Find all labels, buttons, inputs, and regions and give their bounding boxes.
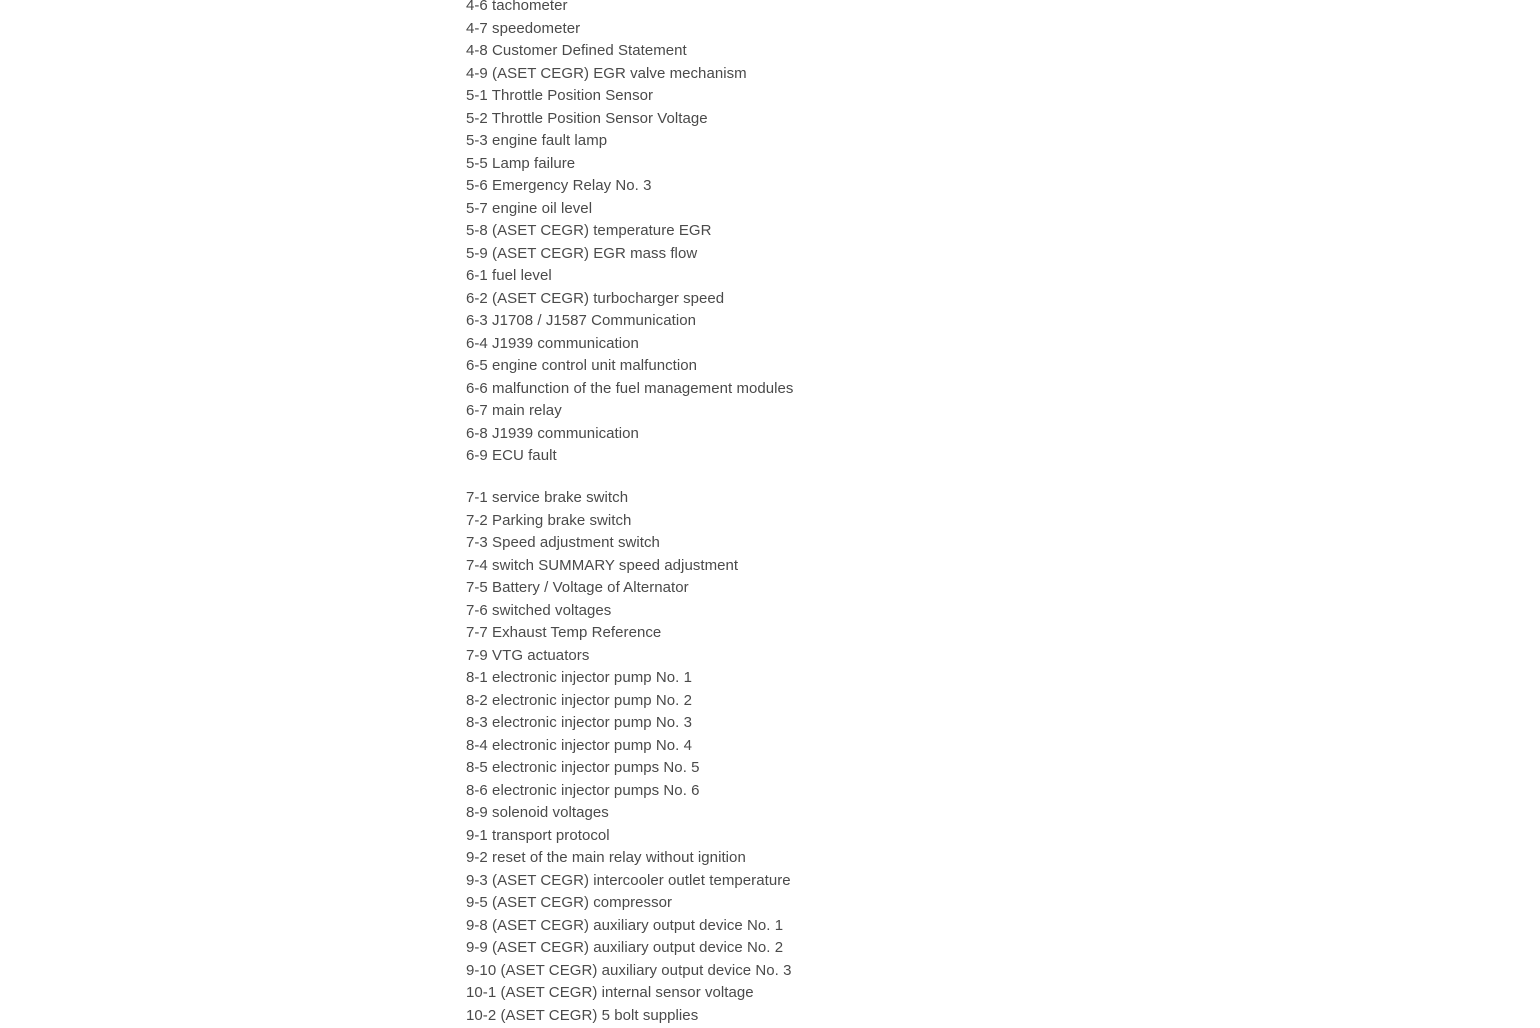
fault-code-line: 4-9 (ASET CEGR) EGR valve mechanism bbox=[466, 64, 747, 82]
fault-code-line: 5-5 Lamp failure bbox=[466, 154, 576, 172]
fault-code-line: 6-3 J1708 / J1587 Communication bbox=[466, 312, 697, 329]
fault-code-line: 10-1 (ASET CEGR) internal sensor voltage bbox=[466, 984, 754, 1001]
fault-code-line: 7-1 service brake switch bbox=[466, 489, 629, 506]
fault-code-line: 5-6 Emergency Relay No. 3 bbox=[466, 177, 652, 194]
fault-code-line: 5-9 (ASET CEGR) EGR mass flow bbox=[466, 244, 698, 262]
fault-code-block-2 bbox=[466, 487, 1066, 1027]
fault-code-line: 9-9 (ASET CEGR) auxiliary output device No. 2 bbox=[466, 939, 784, 956]
fault-code-line: 7-6 switched voltages bbox=[466, 601, 612, 619]
fault-code-line: 5-1 Throttle Position Sensor bbox=[466, 87, 654, 104]
fault-code-line: 8-2 electronic injector pump No. 2 bbox=[466, 691, 692, 709]
fault-code-line: 6-9 ECU fault bbox=[466, 447, 557, 464]
fault-code-line: 7-2 Parking brake switch bbox=[466, 511, 632, 529]
fault-code-line: 9-3 (ASET CEGR) intercooler outlet temperature bbox=[466, 871, 791, 889]
fault-code-line: 10-2 (ASET CEGR) 5 bolt supplies bbox=[466, 1006, 699, 1024]
fault-code-line: 7-7 Exhaust Temp Reference bbox=[466, 624, 662, 641]
fault-code-line: 6-7 main relay bbox=[466, 402, 562, 419]
fault-code-line: 4-6 tachometer bbox=[466, 0, 568, 14]
fault-code-line: 4-7 speedometer bbox=[466, 19, 581, 37]
fault-code-line: 4-8 Customer Defined Statement bbox=[466, 42, 687, 59]
fault-code-line: 5-8 (ASET CEGR) temperature EGR bbox=[466, 222, 712, 239]
fault-code-line: 8-5 electronic injector pumps No. 5 bbox=[466, 759, 700, 776]
fault-code-line: 8-3 electronic injector pump No. 3 bbox=[466, 714, 692, 731]
fault-code-line: 5-7 engine oil level bbox=[466, 199, 593, 217]
fault-code-line: 6-6 malfunction of the fuel management modules bbox=[466, 379, 794, 397]
fault-code-line: 6-8 J1939 communication bbox=[466, 424, 639, 442]
fault-code-line: 7-3 Speed adjustment switch bbox=[466, 534, 660, 551]
fault-code-line: 9-1 transport protocol bbox=[466, 826, 610, 844]
fault-code-line: 9-2 reset of the main relay without ignition bbox=[466, 849, 746, 866]
fault-code-line: 7-9 VTG actuators bbox=[466, 646, 590, 664]
fault-code-line: 9-5 (ASET CEGR) compressor bbox=[466, 894, 673, 911]
fault-code-line: 7-4 switch SUMMARY speed adjustment bbox=[466, 556, 739, 574]
fault-code-line: 9-10 (ASET CEGR) auxiliary output device No. 3 bbox=[466, 961, 792, 979]
fault-code-line: 8-4 electronic injector pump No. 4 bbox=[466, 736, 692, 754]
fault-code-line: 9-8 (ASET CEGR) auxiliary output device No. 1 bbox=[466, 916, 784, 934]
fault-code-line: 8-1 electronic injector pump No. 1 bbox=[466, 669, 692, 686]
fault-code-block-1 bbox=[466, 0, 1066, 468]
fault-code-line: 5-2 Throttle Position Sensor Voltage bbox=[466, 109, 708, 127]
fault-code-line: 5-3 engine fault lamp bbox=[466, 132, 608, 149]
fault-code-line: 6-4 J1939 communication bbox=[466, 334, 639, 352]
fault-code-line: 6-5 engine control unit malfunction bbox=[466, 357, 698, 374]
fault-code-line: 7-5 Battery / Voltage of Alternator bbox=[466, 579, 689, 596]
fault-code-line: 6-2 (ASET CEGR) turbocharger speed bbox=[466, 289, 725, 307]
fault-code-line: 8-9 solenoid voltages bbox=[466, 804, 609, 821]
fault-code-line: 6-1 fuel level bbox=[466, 267, 552, 284]
fault-code-line: 8-6 electronic injector pumps No. 6 bbox=[466, 781, 700, 799]
fault-code-list bbox=[466, 0, 1066, 1027]
